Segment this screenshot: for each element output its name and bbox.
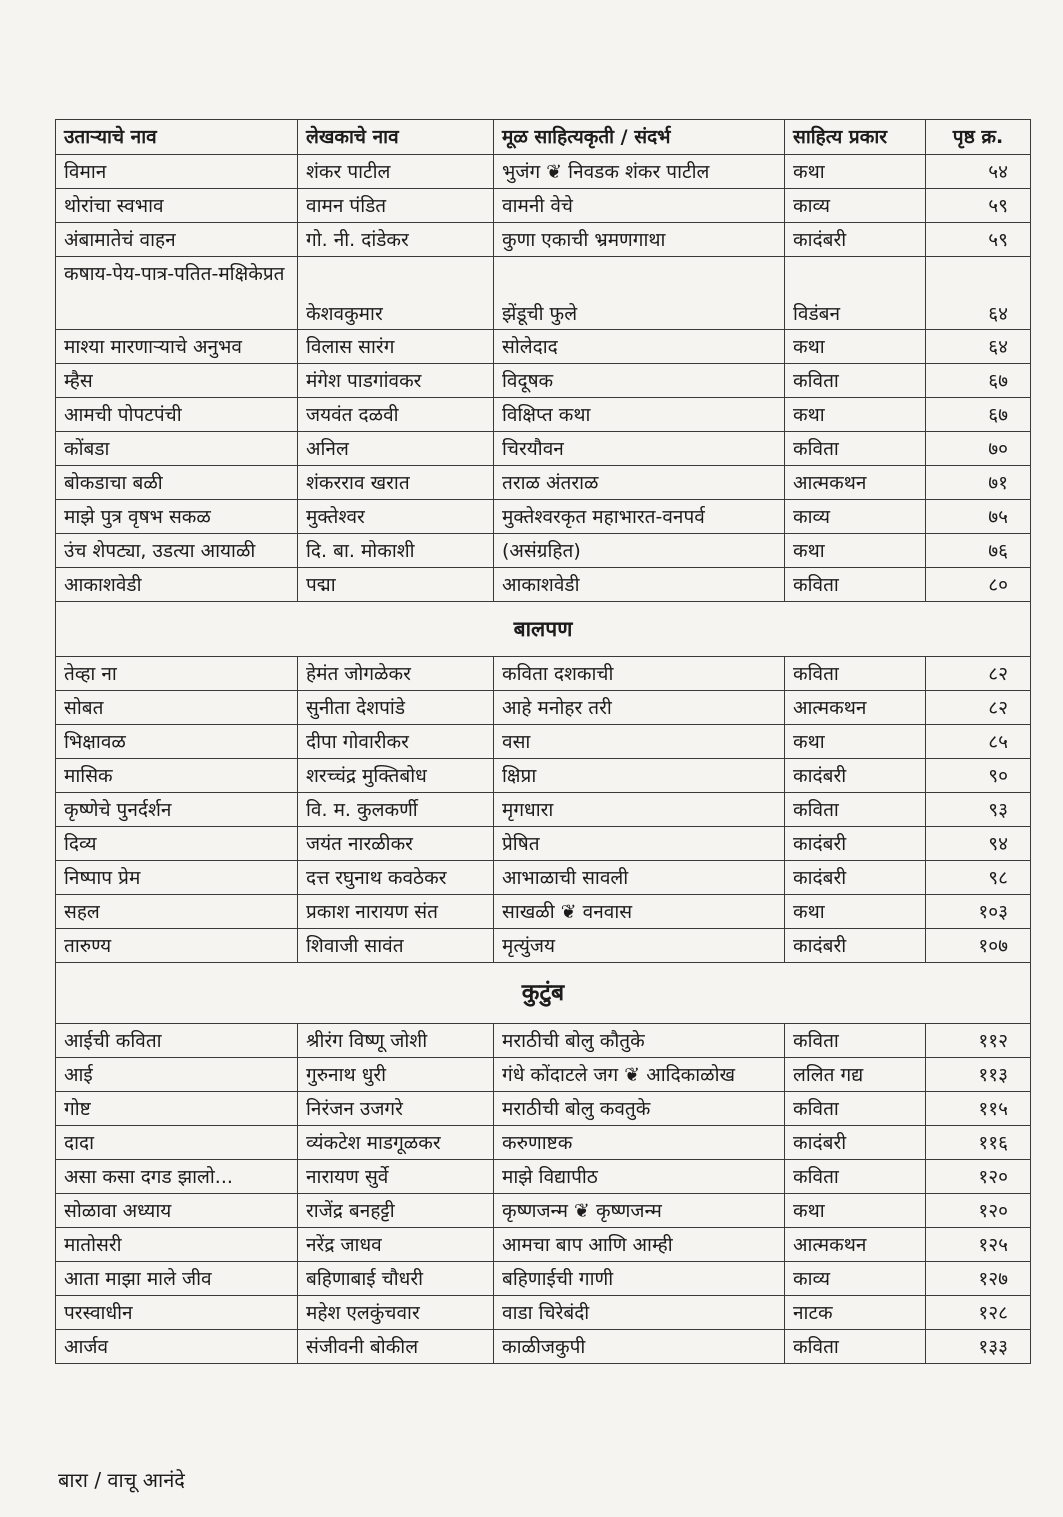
- source-cell: वाडा चिरेबंदी: [494, 1296, 785, 1330]
- author-cell: गो. नी. दांडेकर: [298, 223, 494, 257]
- table-row: [56, 827, 1031, 861]
- source-cell: मृगधारा: [494, 793, 785, 827]
- source-cell: चिरयौवन: [494, 432, 785, 466]
- title-cell: गोष्ट: [56, 1092, 298, 1126]
- author-cell: मंगेश पाडगांवकर: [298, 364, 494, 398]
- title-cell: परस्वाधीन: [56, 1296, 298, 1330]
- table-row: [56, 895, 1031, 929]
- section-heading-row: [56, 963, 1031, 1024]
- source-cell: प्रेषित: [494, 827, 785, 861]
- author-cell: शंकर पाटील: [298, 155, 494, 189]
- author-cell: बहिणाबाई चौधरी: [298, 1262, 494, 1296]
- table-row: [56, 568, 1031, 602]
- title-cell: मातोसरी: [56, 1228, 298, 1262]
- table-row: [56, 330, 1031, 364]
- page-cell: १३३: [926, 1330, 1031, 1364]
- table-row: [56, 500, 1031, 534]
- source-cell: तराळ अंतराळ: [494, 466, 785, 500]
- author-cell: सुनीता देशपांडे: [298, 691, 494, 725]
- source-cell: मुक्तेश्वरकृत महाभारत-वनपर्व: [494, 500, 785, 534]
- title-cell: कोंबडा: [56, 432, 298, 466]
- genre-cell: आत्मकथन: [785, 466, 926, 500]
- genre-cell: कविता: [785, 1160, 926, 1194]
- author-cell: वि. म. कुलकर्णी: [298, 793, 494, 827]
- title-cell: विमान: [56, 155, 298, 189]
- title-cell: सोबत: [56, 691, 298, 725]
- title-cell: अंबामातेचं वाहन: [56, 223, 298, 257]
- source-cell: कुणा एकाची भ्रमणगाथा: [494, 223, 785, 257]
- table-row: [56, 929, 1031, 963]
- table-row: [56, 1262, 1031, 1296]
- page-cell: १२०: [926, 1160, 1031, 1194]
- genre-cell: आत्मकथन: [785, 691, 926, 725]
- author-cell: संजीवनी बोकील: [298, 1330, 494, 1364]
- genre-cell: कथा: [785, 534, 926, 568]
- table-row: [56, 725, 1031, 759]
- table-row: [56, 364, 1031, 398]
- table-row: [56, 759, 1031, 793]
- title-cell: म्हैस: [56, 364, 298, 398]
- page-cell: ७१: [926, 466, 1031, 500]
- title-cell: तारुण्य: [56, 929, 298, 963]
- header-title: उताऱ्याचे नाव: [56, 120, 298, 155]
- title-cell: कृष्णेचे पुनर्दर्शन: [56, 793, 298, 827]
- page-cell: ११५: [926, 1092, 1031, 1126]
- title-cell: माश्या मारणाऱ्याचे अनुभव: [56, 330, 298, 364]
- page-cell: ११२: [926, 1024, 1031, 1058]
- source-cell: वसा: [494, 725, 785, 759]
- table-row: [56, 257, 1031, 330]
- title-cell: तेव्हा ना: [56, 657, 298, 691]
- source-cell: मराठीची बोलु कवतुके: [494, 1092, 785, 1126]
- source-cell: कृष्णजन्म ❦ कृष्णजन्म: [494, 1194, 785, 1228]
- source-cell: आभाळाची सावली: [494, 861, 785, 895]
- title-cell: आई: [56, 1058, 298, 1092]
- genre-cell: कथा: [785, 155, 926, 189]
- genre-cell: कादंबरी: [785, 1126, 926, 1160]
- title-cell: कषाय-पेय-पात्र-पतित-मक्षिकेप्रत: [56, 257, 298, 330]
- genre-cell: कविता: [785, 364, 926, 398]
- genre-cell: नाटक: [785, 1296, 926, 1330]
- author-cell: महेश एलकुंचवार: [298, 1296, 494, 1330]
- genre-cell: कथा: [785, 398, 926, 432]
- author-cell: विलास सारंग: [298, 330, 494, 364]
- genre-cell: कादंबरी: [785, 223, 926, 257]
- table-row: [56, 189, 1031, 223]
- author-cell: राजेंद्र बनहट्टी: [298, 1194, 494, 1228]
- title-cell: आकाशवेडी: [56, 568, 298, 602]
- source-cell: भुजंग ❦ निवडक शंकर पाटील: [494, 155, 785, 189]
- table-row: [56, 1058, 1031, 1092]
- author-cell: दीपा गोवारीकर: [298, 725, 494, 759]
- genre-cell: काव्य: [785, 1262, 926, 1296]
- table-row: [56, 1160, 1031, 1194]
- page-cell: १०३: [926, 895, 1031, 929]
- title-cell: निष्पाप प्रेम: [56, 861, 298, 895]
- page-footer: बारा / वाचू आनंदे: [58, 1468, 185, 1492]
- source-cell: बहिणाईची गाणी: [494, 1262, 785, 1296]
- page-cell: ११३: [926, 1058, 1031, 1092]
- title-cell: दिव्य: [56, 827, 298, 861]
- page-cell: १२८: [926, 1296, 1031, 1330]
- author-cell: प्रकाश नारायण संत: [298, 895, 494, 929]
- page-cell: ८२: [926, 657, 1031, 691]
- source-cell: मृत्युंजय: [494, 929, 785, 963]
- genre-cell: विडंबन: [785, 257, 926, 330]
- page-cell: १२५: [926, 1228, 1031, 1262]
- table-row: [56, 1330, 1031, 1364]
- author-cell: नारायण सुर्वे: [298, 1160, 494, 1194]
- page-cell: ६७: [926, 364, 1031, 398]
- genre-cell: कादंबरी: [785, 827, 926, 861]
- title-cell: सहल: [56, 895, 298, 929]
- genre-cell: ललित गद्य: [785, 1058, 926, 1092]
- source-cell: साखळी ❦ वनवास: [494, 895, 785, 929]
- section-heading: बालपण: [56, 602, 1031, 657]
- page-cell: ८०: [926, 568, 1031, 602]
- header-source: मूळ साहित्यकृती / संदर्भ: [494, 120, 785, 155]
- title-cell: दादा: [56, 1126, 298, 1160]
- author-cell: जयंत नारळीकर: [298, 827, 494, 861]
- page-cell: ६४: [926, 257, 1031, 330]
- source-cell: झेंडूची फुले: [494, 257, 785, 330]
- page-cell: ६७: [926, 398, 1031, 432]
- genre-cell: कादंबरी: [785, 759, 926, 793]
- author-cell: शरच्चंद्र मुक्तिबोध: [298, 759, 494, 793]
- table-row: [56, 1092, 1031, 1126]
- section-heading: कुटुंब: [56, 963, 1031, 1024]
- table-row: [56, 155, 1031, 189]
- source-cell: (असंग्रहित): [494, 534, 785, 568]
- author-cell: नरेंद्र जाधव: [298, 1228, 494, 1262]
- author-cell: पद्मा: [298, 568, 494, 602]
- header-genre: साहित्य प्रकार: [785, 120, 926, 155]
- title-cell: आर्जव: [56, 1330, 298, 1364]
- author-cell: शिवाजी सावंत: [298, 929, 494, 963]
- title-cell: माझे पुत्र वृषभ सकळ: [56, 500, 298, 534]
- title-cell: आता माझा माले जीव: [56, 1262, 298, 1296]
- source-cell: कविता दशकाची: [494, 657, 785, 691]
- author-cell: निरंजन उजगरे: [298, 1092, 494, 1126]
- page-cell: ९८: [926, 861, 1031, 895]
- title-cell: सोळावा अध्याय: [56, 1194, 298, 1228]
- author-cell: गुरुनाथ धुरी: [298, 1058, 494, 1092]
- page-cell: ७६: [926, 534, 1031, 568]
- title-cell: असा कसा दगड झालो...: [56, 1160, 298, 1194]
- table-row: [56, 1126, 1031, 1160]
- author-cell: दत्त रघुनाथ कवठेकर: [298, 861, 494, 895]
- genre-cell: आत्मकथन: [785, 1228, 926, 1262]
- source-cell: आमचा बाप आणि आम्ही: [494, 1228, 785, 1262]
- genre-cell: कविता: [785, 793, 926, 827]
- genre-cell: कादंबरी: [785, 929, 926, 963]
- title-cell: आमची पोपटपंची: [56, 398, 298, 432]
- page-cell: ५९: [926, 189, 1031, 223]
- author-cell: शंकरराव खरात: [298, 466, 494, 500]
- genre-cell: कथा: [785, 725, 926, 759]
- page-cell: १०७: [926, 929, 1031, 963]
- genre-cell: काव्य: [785, 500, 926, 534]
- genre-cell: कविता: [785, 568, 926, 602]
- author-cell: वामन पंडित: [298, 189, 494, 223]
- section-heading-row: [56, 602, 1031, 657]
- table-row: [56, 691, 1031, 725]
- page-cell: ७५: [926, 500, 1031, 534]
- table-row: [56, 1228, 1031, 1262]
- author-cell: हेमंत जोगळेकर: [298, 657, 494, 691]
- table-row: [56, 1296, 1031, 1330]
- author-cell: दि. बा. मोकाशी: [298, 534, 494, 568]
- table-row: [56, 466, 1031, 500]
- page-cell: १२०: [926, 1194, 1031, 1228]
- table-row: [56, 223, 1031, 257]
- page-cell: १२७: [926, 1262, 1031, 1296]
- page-cell: ५९: [926, 223, 1031, 257]
- source-cell: करुणाष्टक: [494, 1126, 785, 1160]
- author-cell: मुक्तेश्वर: [298, 500, 494, 534]
- source-cell: काळीजकुपी: [494, 1330, 785, 1364]
- page-cell: ११६: [926, 1126, 1031, 1160]
- genre-cell: कविता: [785, 1024, 926, 1058]
- genre-cell: कथा: [785, 895, 926, 929]
- source-cell: क्षिप्रा: [494, 759, 785, 793]
- page-cell: ७०: [926, 432, 1031, 466]
- source-cell: विदूषक: [494, 364, 785, 398]
- page-cell: ६४: [926, 330, 1031, 364]
- title-cell: थोरांचा स्वभाव: [56, 189, 298, 223]
- source-cell: सोलेदाद: [494, 330, 785, 364]
- source-cell: आकाशवेडी: [494, 568, 785, 602]
- table-row: [56, 432, 1031, 466]
- table-row: [56, 793, 1031, 827]
- table-row: [56, 1024, 1031, 1058]
- author-cell: केशवकुमार: [298, 257, 494, 330]
- header-page: पृष्ठ क्र.: [926, 120, 1031, 155]
- contents-table: [55, 119, 1031, 1364]
- title-cell: आईची कविता: [56, 1024, 298, 1058]
- author-cell: श्रीरंग विष्णू जोशी: [298, 1024, 494, 1058]
- table-row: [56, 1194, 1031, 1228]
- genre-cell: कविता: [785, 1092, 926, 1126]
- source-cell: आहे मनोहर तरी: [494, 691, 785, 725]
- table-header-row: [56, 120, 1031, 155]
- source-cell: मराठीची बोलु कौतुके: [494, 1024, 785, 1058]
- genre-cell: कविता: [785, 432, 926, 466]
- title-cell: भिक्षावळ: [56, 725, 298, 759]
- genre-cell: कथा: [785, 1194, 926, 1228]
- table-row: [56, 861, 1031, 895]
- genre-cell: कविता: [785, 657, 926, 691]
- page-cell: ८२: [926, 691, 1031, 725]
- table-row: [56, 398, 1031, 432]
- author-cell: अनिल: [298, 432, 494, 466]
- source-cell: विक्षिप्त कथा: [494, 398, 785, 432]
- table-row: [56, 657, 1031, 691]
- title-cell: उंच शेपट्या, उडत्या आयाळी: [56, 534, 298, 568]
- page-cell: ८५: [926, 725, 1031, 759]
- table-row: [56, 534, 1031, 568]
- genre-cell: कादंबरी: [785, 861, 926, 895]
- source-cell: माझे विद्यापीठ: [494, 1160, 785, 1194]
- page-cell: ९३: [926, 793, 1031, 827]
- table-body: [56, 155, 1031, 1364]
- source-cell: वामनी वेचे: [494, 189, 785, 223]
- title-cell: बोकडाचा बळी: [56, 466, 298, 500]
- page-cell: ९०: [926, 759, 1031, 793]
- page-cell: ५४: [926, 155, 1031, 189]
- source-cell: गंधे कोंदाटले जग ❦ आदिकाळोख: [494, 1058, 785, 1092]
- author-cell: व्यंकटेश माडगूळकर: [298, 1126, 494, 1160]
- header-author: लेखकाचे नाव: [298, 120, 494, 155]
- page-cell: ९४: [926, 827, 1031, 861]
- genre-cell: कविता: [785, 1330, 926, 1364]
- genre-cell: कथा: [785, 330, 926, 364]
- author-cell: जयवंत दळवी: [298, 398, 494, 432]
- genre-cell: काव्य: [785, 189, 926, 223]
- title-cell: मासिक: [56, 759, 298, 793]
